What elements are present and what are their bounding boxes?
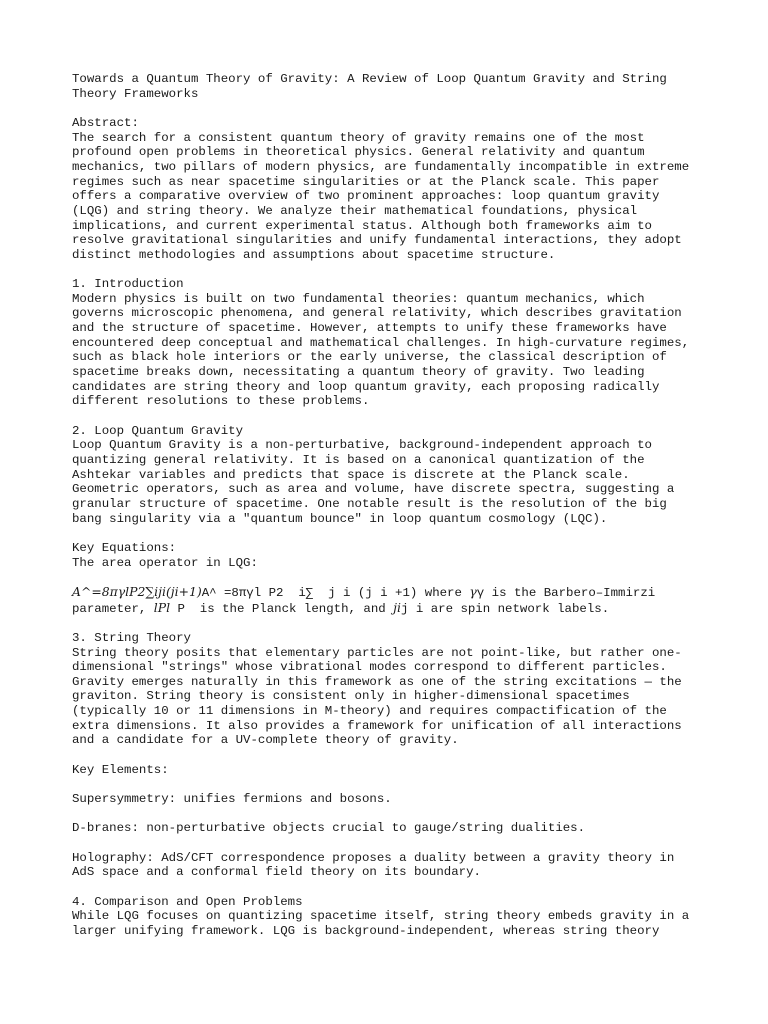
area-operator-equation-line-1 [72, 585, 712, 601]
section-heading-comparison: 4. Comparison and Open Problems [72, 894, 303, 909]
document-page [72, 72, 712, 939]
key-elements-heading: Key Elements: [72, 762, 169, 777]
section-heading-loop-quantum-gravity: 2. Loop Quantum Gravity [72, 423, 244, 438]
introduction-body: Modern physics is built on two fundamental theories: quantum mechanics, which governs microscopic phenomena, and general relativity, which describes gravitation and the structure of spacetime. However, attempts to unify these frameworks have encountered deep conceptual and mathematical challenges. In high-curvature regimes, such as black hole interiors or the early universe, the classical description of spacetime breaks down, necessitating a quantum theory of gravity. Two leading candidates are string theory and loop quantum gravity, each proposing radically different resolutions to these problems. [72, 291, 690, 409]
equation-text-parameter: parameter, [72, 601, 154, 616]
key-element-supersymmetry: Supersymmetry: unifies fermions and bosons. [72, 792, 392, 807]
equation-math-area-operator: A^=8πγlP2∑iji(ji+1) [72, 583, 202, 599]
equation-text-spin: j i are spin network labels. [400, 601, 610, 616]
key-equations-heading: Key Equations: [72, 540, 177, 555]
equation-math-gamma: γ [469, 583, 477, 599]
key-element-holography: Holography: AdS/CFT correspondence proposes a duality between a gravity theory in AdS space and a conformal field theory on its boundary. [72, 850, 675, 880]
equation-math-spin-labels: ji [393, 599, 401, 615]
key-equations-intro: The area operator in LQG: [72, 555, 258, 570]
key-element-d-branes: D-branes: non-perturbative objects crucial to gauge/string dualities. [72, 821, 586, 836]
equation-text-planck: P is the Planck length, and [170, 601, 394, 616]
section-heading-string-theory: 3. String Theory [72, 630, 191, 645]
comparison-body: While LQG focuses on quantizing spacetime itself, string theory embeds gravity in a larger unifying framework. LQG is background-independent, whereas string theory [72, 909, 690, 938]
abstract-heading: Abstract: [72, 115, 139, 130]
section-heading-introduction: 1. Introduction [72, 277, 184, 292]
abstract-body: The search for a consistent quantum theory of gravity remains one of the most profound open problems in theoretical physics. General relativity and quantum mechanics, two pillars of modern physics, are fundamentally incompatible in extreme regimes such as near spacetime singularities or at the Planck scale. This paper offers a comparative overview of two prominent approaches: loop quantum gravity (LQG) and string theory. We analyze their mathematical foundations, physical implications, and current experimental status. Although both frameworks aim to resolve gravitational singularities and unify fundamental interactions, they adopt distinct methodologies and assumptions about spacetime structure. [72, 130, 690, 262]
equation-text-plain: A^ =8πγl P2 i∑ j i (j i +1) where [201, 585, 470, 600]
equation-text-barbero: γ is the Barbero–Immirzi [476, 585, 656, 600]
area-operator-equation-line-2 [72, 601, 712, 617]
equation-math-planck-length: lPl [153, 599, 171, 615]
loop-quantum-gravity-body: Loop Quantum Gravity is a non-perturbative, background-independent approach to quantizing general relativity. It is based on a canonical quantization of the Ashtekar variables and predicts that space is discrete at the Planck scale. Geometric operators, such as area and volume, have discrete spectra, suggesting a granular structure of spacetime. One notable result is the resolution of the big bang singularity via a "quantum bounce" in loop quantum cosmology (LQC). [72, 438, 675, 526]
string-theory-body: String theory posits that elementary particles are not point-like, but rather one- dimensional "strings" whose vibrational modes correspond to different particles. Gravity emerges naturally in this framework as one of the string excitations — the graviton. String theory is consistent only in higher-dimensional spacetimes (typically 10 or 11 dimensions in M-theory) and requires compactification of the extra dimensions. It also provides a framework for unification of all interactions and a candidate for a UV-complete theory of gravity. [72, 645, 682, 748]
paper-title: Towards a Quantum Theory of Gravity: A Review of Loop Quantum Gravity and String Theory Frameworks [72, 72, 667, 101]
